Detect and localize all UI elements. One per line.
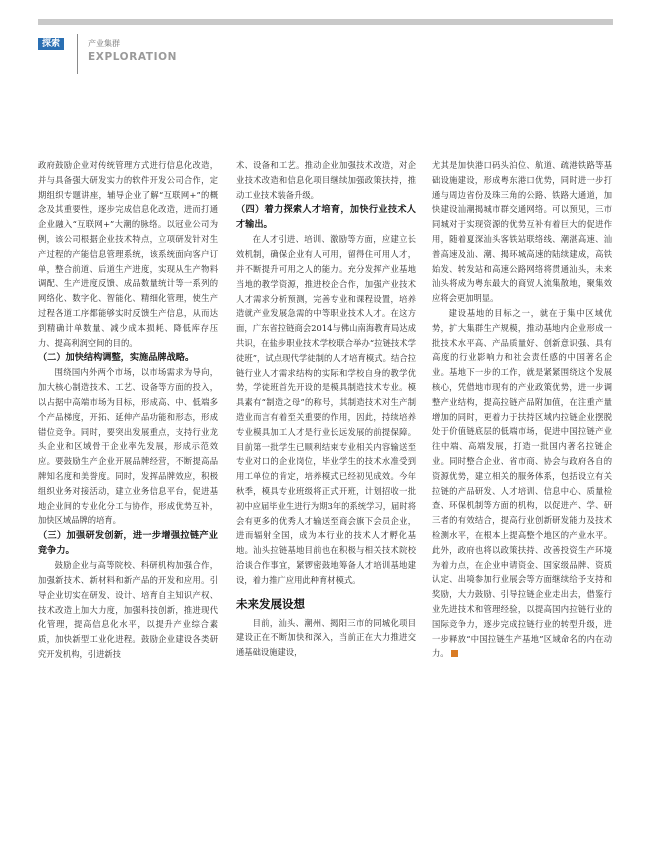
- paragraph: 鼓励企业与高等院校、科研机构加强合作，加强新技术、新材料和新产品的开发和应用。引导企业切实在研发、设计、培育自主知识产权、技术改造上加大力度，加强科技创新，推进现代化管理，提高信息化水平，以提升产业综合素质，加快新型工业化进程。鼓励企业建设各类研究开发机构，引进新技: [38, 560, 218, 659]
- header-divider: [77, 34, 78, 74]
- paragraph: 尤其是加快港口码头泊位、航道、疏港铁路等基础设施建设，形成粤东港口优势，同时进一步打通与周边省份及珠三角的公路、铁路大通道，加快建设汕潮揭城市群交通网络。可以预见，三市同城对于实现资源的优势互补有着巨大的促进作用，随着夏深汕头客铁站联络线、潮湛高速、汕普高速及汕、潮、揭环城高速的陆续建成，高铁始发、转发站和高速公路网络将贯通汕头，未来汕头将成为粤东最大的商贸人流集散地，聚集效应将会更加明显。: [432, 160, 612, 304]
- paragraph: 政府鼓励企业对传统管理方式进行信息化改造，并与具备强大研发实力的软件开发公司合作，定期组织专题讲座，辅导企业了解“互联网+”的概念及其重要性，逐步完成信息化改造，进而打通企业融入“互联网+”大潮的脉络。以冠业公司为例，该公司根据企业技术特点，立项研发针对生产过程的产能信息管理系统，该系统面向客户订单，整合前道、后道生产进度，实现从生产物料调配、生产进度反馈、成品数量统计等一系列的网络化、数字化、智能化、精细化管理，使生产过程各道工序都能够实时反馈生产信息，从而达到精确计单数量、减少成本损耗、降低库存压力、提高利润空间的目的。: [38, 160, 218, 348]
- text-column-3: [432, 158, 612, 661]
- paragraph: 建设基地的目标之一，就在于集中区域优势，扩大集群生产规模，推动基地内企业形成一批技术水平高、产品质量好、创新意识强、具有高度的行业影响力和社会责任感的中国著名企业。基地下一步的工作，就是紧紧围绕这个发展核心，凭借地市现有的产业政策优势，进一步调整产业结构，提高拉链产品附加值，在注重产量增加的同时，更着力于扶持区域内拉链企业摆脱处于价值链底层的低端市场，促进中国拉链产业往中端、高端发展，打造一批国内著名拉链企业。同时整合企业、省市商、协会与政府各自的资源优势，建立相关的服务体系，包括设立有关拉链的产品研发、人才培训、信息中心、质量检查、环保机制等方面的机构，以促进产、学、研三者的有效结合，提高行业创新研发能力及技术检测水平，在根本上提高整个地区的产业水平。此外，政府也将以政策扶持、改善投资生产环境为着力点，在企业申请资金、国家级品牌、资质认定、出境参加行业展会等方面继续给予支持和奖励，大力鼓励、引导拉链企业走出去，借鉴行业先进技术和管理经验，以提高国内拉链行业的国际竞争力，逐步完成拉链行业的转型升级，进一步释放“中国拉链生产基地”区域命名的内在动力。: [432, 307, 612, 659]
- paragraph: 围绕国内外两个市场，以市场需求为导向，加大核心制造技术、工艺、设备等方面的投入，以占据中高端市场为目标，形成高、中、低端多个产品梯度，开拓、延伸产品功能和形态，形成错位竞争。同时，要突出发展重点，支持行业龙头企业和区域骨干企业率先发展，形成示范效应。要鼓励生产企业开展品牌经营，不断提高品牌知名度和美誉度。同时，发挥品牌效应，积极组织业务对接活动，建立业务信息平台，促进基地企业间的专业化分工与协作，形成优势互补，加快区域品牌的培育。: [38, 367, 218, 526]
- text-column-2: [236, 158, 416, 660]
- paragraph: 目前，汕头、潮州、揭阳三市的同城化项目建设正在不断加快和深入，当前正在大力推进交通基础设施建设，: [236, 617, 416, 658]
- section-tag: 探索: [38, 38, 64, 50]
- section-heading: 未来发展设想: [236, 596, 305, 611]
- subheading: （二）加快结构调整，实施品牌战略。: [38, 352, 195, 364]
- subheading: （四）着力探索人才培育，加快行业技术人才输出。: [236, 204, 416, 231]
- end-of-article-icon: [451, 650, 458, 657]
- paragraph: 在人才引进、培训、激励等方面，应建立长效机制，确保企业有人可用，留得住可用人才，并不断提升可用之人的能力。充分发挥产业基地当地的教学资源，推进校企合作，加强产业技术人才需求分析预测，完善专业和课程设置，培养造就产业发展急需的中等职业技术人才。在这方面，广东省拉链商会2014与佛山南海教育局达成共识，在盐步职业技术学校联合举办“拉链技术学徒班”，试点现代学徒制的人才培育模式。结合拉链行业人才需求结构的实际和学校自身的教学优势，学徒班首先开设的是模具制造技术专业。模具素有“制造之母”的称号，其制造技术对生产制造业而言有着至关重要的作用，因此，持续培养专业模具加工人才是行业长远发展的前提保障。目前第一批学生已顺利结束专业相关内容输送至专业对口的企业岗位，毕业学生的技术水准受到用工单位的肯定，培养模式已经初见成效。今年秋季，模具专业班级将正式开班，计划招收一批初中应届毕业生进行为期3年的系统学习，届时将会有更多的优秀人才输送至商会旗下会员企业，进而辐射全国，成为本行业的技术人才孵化基地。汕头拉链基地目前也在积极与相关技术院校洽谈合作事宜，紧锣密鼓地筹备人才培训基地建设，着力推广应用此种育材模式。: [236, 234, 416, 585]
- text-column-1: [38, 158, 218, 662]
- paragraph: 术、设备和工艺。推动企业加强技术改造，对企业技术改造和信息化项目继续加强政策扶持，推动工业技术装备升级。: [236, 160, 416, 200]
- page-header: [38, 34, 338, 74]
- category-label: 产业集群: [88, 39, 120, 48]
- top-gray-bar: [38, 19, 613, 25]
- section-label: EXPLORATION: [88, 51, 177, 63]
- subheading: （三）加强研发创新，进一步增强拉链产业竞争力。: [38, 530, 218, 557]
